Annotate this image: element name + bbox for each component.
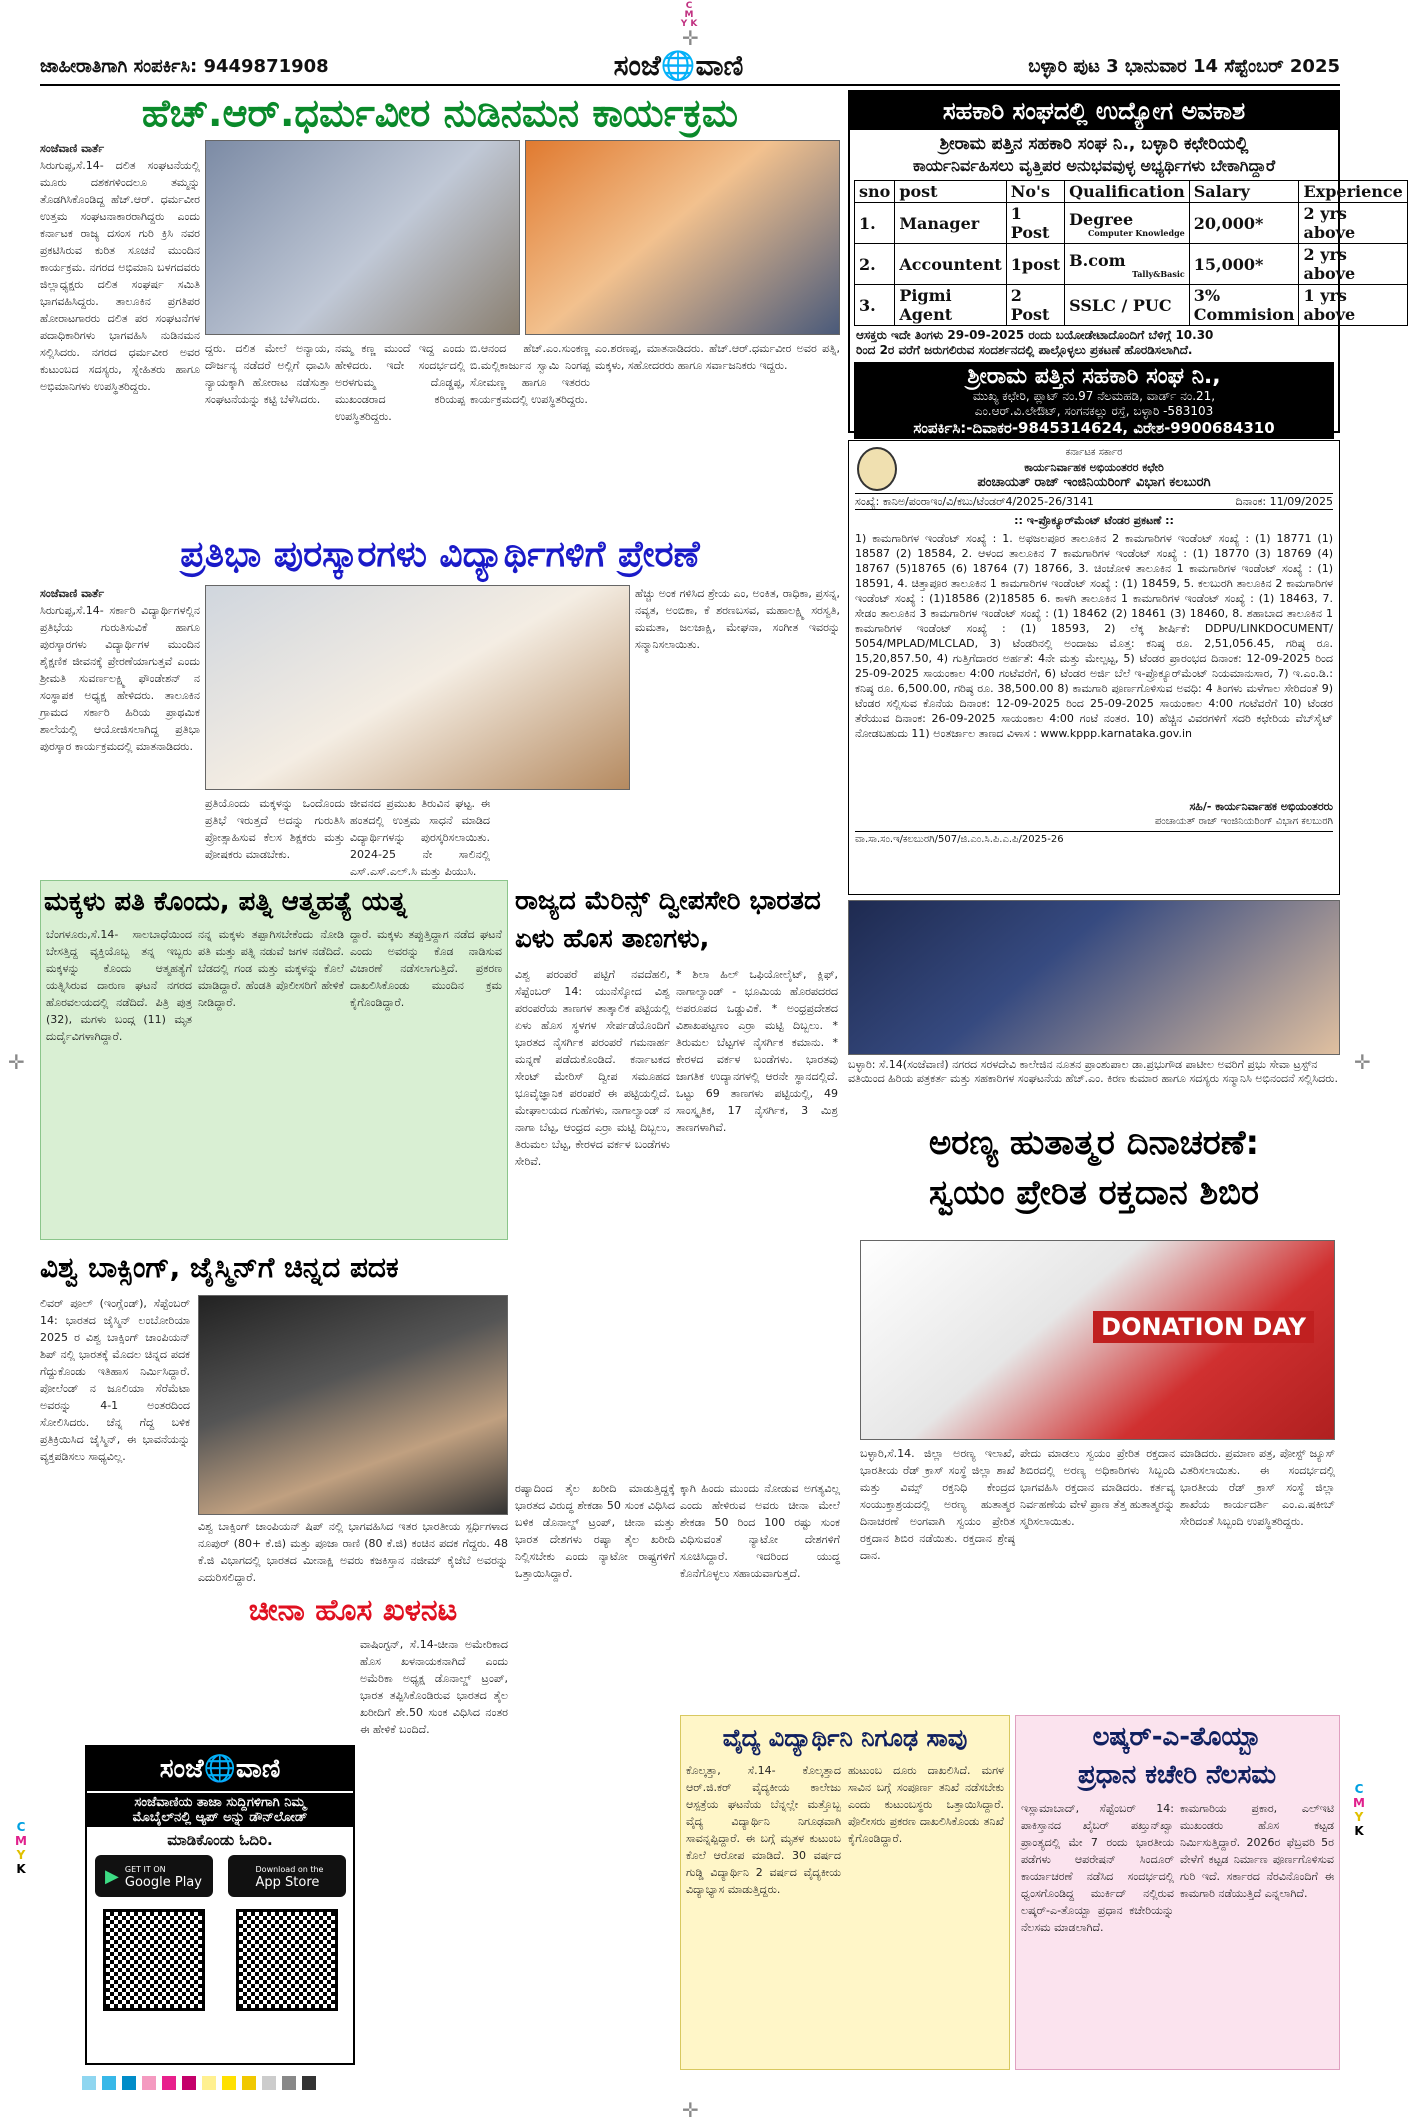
jobs-qual-note: Tally&Basic bbox=[1132, 268, 1185, 279]
tender-dip: ವಾ.ಸಾ.ಸಂ.ಇ/ಕಲಬುರಗಿ/507/ಜಿ.ಎಂ.ಸಿ.ಪಿ.ಎ.ಪಿ/2025-26 bbox=[855, 831, 1333, 847]
article1-col3: ನಮ್ಮ ಕಣ್ಣ ಮುಂದೆ ಇದ್ದ ಎಂದು ಹೇಳಿದರು. ಇದೇ ಸಂದರ್ಭದಲ್ಲಿ ಅರಳಗುಮ್ಮ ದೊಡ್ಡಪ್ಪ, ಮುಖಂಡರಾದ ಕರಿಯಪ್ಪ ಉಪಸ್ಥಿತರಿದ್ದರು. bbox=[335, 342, 465, 423]
jobs-table-cell: Pigmi Agent bbox=[895, 285, 1006, 326]
article1-col5: ಎಂ.ಶರಣಪ್ಪ, ಮಾತನಾಡಿದರು. ಹೆಚ್.ಆರ್.ಧರ್ಮವೀರ ಅವರ ಪತ್ನಿ, ಮಕ್ಕಳು, ಸಹೋದರರು ಹಾಗೂ ಸರ್ವಾಜನಿಕರು ಇದ್ದರು. bbox=[595, 342, 840, 372]
jobs-table-cell: 2 yrs above bbox=[1299, 244, 1407, 285]
jobs-table-header: No's bbox=[1006, 181, 1064, 203]
article5-caption: ಬಳ್ಳಾರಿ: ಸೆ.14(ಸಂಜೆವಾಣಿ) ನಗರದ ಸರಳದೇವಿ ಕಾಲೇಜಿನ ನೂತನ ಪ್ರಾಂಶುಪಾಲ ಡಾ.ಪ್ರಭುಗೌಡ ಪಾಟೀಲ ಅವರಿಗೆ ಪ್ರಭು ಸೇವಾ ಟ್ರಸ್ಟ್‌ನ ವತಿಯಿಂದ ಹಿರಿಯ ಪತ್ರಕರ್ತ ಮತ್ತು ಸಹಕಾರಿಗಳ ಸಂಘಟನೆಯ ಹೆಚ್.ಎಂ. ಕಿರಣ ಕುಮಾರ ಹಾಗೂ ಸದಸ್ಯರು ಸನ್ಮಾನಿಸಿ ಅಭಿನಂದನೆ ಸಲ್ಲಿಸಿದರು. bbox=[848, 1058, 1339, 1085]
calibration-swatch bbox=[182, 2076, 196, 2090]
article8-col1: ವಾಷಿಂಗ್ಟನ್, ಸೆ.14-ಚೀನಾ ಅಮೇರಿಕಾದ ಹೊಸ ಖಳನಾಯಕನಾಗಿದೆ ಎಂದು ಅಮೆರಿಕಾ ಅಧ್ಯಕ್ಷ ಡೊನಾಲ್ಡ್ ಟ್ರಂಪ್, ಭಾರತ ತಪ್ಪಿಸಿಕೊಂಡಿರುವ ಭಾರತದ ತೈಲ ಖರೀದಿಗೆ ಶೇ.50 ಸುಂಕ ವಿಧಿಸಿದ ನಂತರ ಈ ಹೇಳಿಕೆ ಬಂದಿದೆ. bbox=[360, 1638, 508, 1736]
article1-col2: ದ್ದರು. ದಲಿತ ಮೇಲೆ ಅನ್ಯಾಯ, ದೌರ್ಜನ್ಯ ನಡೆದರೆ ಅಲ್ಲಿಗೆ ಧಾವಿಸಿ ನ್ಯಾಯಕ್ಕಾಗಿ ಹೋರಾಟ ನಡೆಸುತ್ತಾ ಸಂಘಟನೆಯನ್ನು ಕಟ್ಟಿ ಬೆಳೆಸಿದರು. bbox=[205, 342, 330, 406]
article2-photo-students bbox=[205, 585, 630, 790]
page-header bbox=[40, 48, 1340, 86]
article7-headline: ವಿಶ್ವ ಬಾಕ್ಸಿಂಗ್, ಜೈಸ್ಮಿನ್‌ಗೆ ಚಿನ್ನದ ಪದಕ bbox=[40, 1251, 399, 1284]
calibration-swatch bbox=[242, 2076, 256, 2090]
donation-day-banner: DONATION DAY bbox=[1093, 1311, 1314, 1343]
jobs-table-row bbox=[855, 244, 1408, 285]
article8-col3: ಕ್ಕಾಗಿ ಹಿಂದು ಮುಂದು ನೋಡುವ ಅಗತ್ಯವಿಲ್ಲ ಎಂದು ಹೇಳಿರುವ ಅವರು ಚೀನಾ ಮೇಲೆ ಶೇಕಡಾ 50 ರಿಂದ 100 ರಷ್ಟು ಸುಂಕ ವಿಧಿಸುವಂತೆ ನ್ಯಾಟೋ ದೇಶಗಳಿಗೆ ಸೂಚಿಸಿದ್ದಾರೆ. ಇದರಿಂದ ಯುದ್ಧ ಕೊನೆಗೊಳ್ಳಲು ಸಹಾಯವಾಗುತ್ತದೆ. bbox=[680, 1482, 840, 1580]
jobs-ad-title: ಸಹಕಾರಿ ಸಂಘದಲ್ಲಿ ಉದ್ಯೋಗ ಅವಕಾಶ bbox=[850, 92, 1338, 130]
article3-headline: ಮಕ್ಕಳು ಪತಿ ಕೊಂದು, ಪತ್ನಿ ಆತ್ಮಹತ್ಯೆ ಯತ್ನ bbox=[44, 887, 407, 917]
article6-col3: ಮಾಡಿದರು. ಪ್ರಮಾಣ ಪತ್ರ, ಪೋಸ್ಟ್ ಜ್ಯೂಸ್ ವಿತರಿಸಲಾಯಿತು. ಈ ಸಂದರ್ಭದಲ್ಲಿ ಭಾರತೀಯ ರೆಡ್ ಕ್ರಾಸ್ ಸಂಸ್ಥೆ ಜಿಲ್ಲಾ ಶಾಖೆಯ ಕಾರ್ಯದರ್ಶಿ ಎಂ.ಎ.ಷಕೀಬ್ ಸೇರಿದಂತೆ ಸಿಬ್ಬಂದಿ ಉಪಸ್ಥಿತರಿದ್ದರು. bbox=[1180, 1447, 1335, 1528]
tender-date: ದಿನಾಂಕ: 11/09/2025 bbox=[1235, 495, 1333, 508]
jobs-table-cell: B.com Tally&Basic bbox=[1065, 244, 1190, 285]
article6-photo-blood-donation bbox=[860, 1240, 1335, 1440]
jobs-qual-note: Computer Knowledge bbox=[1087, 227, 1185, 238]
article10-headline2: ಪ್ರಧಾನ ಕಚೇರಿ ನೆಲಸಮ bbox=[1077, 1760, 1277, 1790]
jobs-ad-footer1: ಆಸಕ್ತರು ಇದೇ ತಿಂಗಳು 29-09-2025 ರಂದು ಬಯೋಡೇಟಾದೊಂದಿಗೆ ಬೆಳಿಗ್ಗೆ 10.30 bbox=[856, 328, 1214, 342]
article7-photo-boxing bbox=[198, 1295, 508, 1515]
article3-col1: ಬೆಂಗಳೂರು,ಸೆ.14- ಸಾಲಬಾಧೆಯಿಂದ ಬೇಸತ್ತಿದ್ದ ವ್ಯಕ್ತಿಯೊಬ್ಬ ತನ್ನ ಇಬ್ಬರು ಮಕ್ಕಳನ್ನು ಕೊಂದು ಆತ್ಮಹತ್ಯೆಗೆ ಯತ್ನಿಸಿರುವ ದಾರುಣ ಘಟನೆ ನಗರದ ಹೊರವಲಯದಲ್ಲಿ ನಡೆದಿದೆ. ಪಿತ್ರಿ ಪುತ್ರ (32), ಮಗಳು ಬಂದ್ಗ (11) ಮೃತ ದುರ್ದೈವಿಗಳಾಗಿದ್ದಾರೆ. bbox=[46, 928, 192, 1043]
color-calibration-bar bbox=[82, 2076, 642, 2090]
left-cmyk-strip: C M Y K bbox=[15, 1820, 27, 1876]
calibration-swatch bbox=[162, 2076, 176, 2090]
ads-contact: ಜಾಹೀರಾತಿಗಾಗಿ ಸಂಪರ್ಕಿಸಿ: 9449871908 bbox=[40, 55, 329, 77]
jobs-table-cell: 2 yrs above bbox=[1299, 203, 1407, 244]
app-download-ad bbox=[85, 1745, 355, 2065]
article4-col2: * ಶಿಲಾ ಹಿಲ್ ಒಫಿಯೋಲೈಟ್, ಕ್ಲಿಫ್, ನಾಗಾಲ್ಯಾಂಡ್ - ಭೂಮಿಯ ಹೊರಪದರದ ಅಪರೂಪದ ಒಡ್ಡುವಿಕೆ. * ಅಂಧ್ರಪ್ರದೇಶದ ವಿಶಾಖಪಟ್ಟಣಂ ಎರ್ರಾ ಮಟ್ಟಿ ದಿಬ್ಬಲು. * ತಿರುಮಲ ಬೆಟ್ಟಗಳ ನೈಸರ್ಗಿಕ ಕಮಾನು. * ಕೇರಳದ ವರ್ಕಳ ಬಂಡೆಗಳು. ಭಾರತವು ಜಾಗತಿಕ ಉದ್ಯಾನಗಳಲ್ಲಿ ಆರನೇ ಸ್ಥಾನದಲ್ಲಿದೆ. ಒಟ್ಟು 69 ತಾಣಗಳು ಪಟ್ಟಿಯಲ್ಲಿ, 49 ಸಾಂಸ್ಕೃತಿಕ, 17 ನೈಸರ್ಗಿಕ, 3 ಮಿಶ್ರ ತಾಣಗಳಾಗಿವೆ. bbox=[676, 968, 838, 1134]
app-ad-line1: ಸಂಜೆವಾಣಿಯ ತಾಜಾ ಸುದ್ದಿಗಳಿಗಾಗಿ ನಿಮ್ಮ bbox=[134, 1795, 306, 1810]
jobs-table-cell: 2 Post bbox=[1006, 285, 1064, 326]
article9-col1: ಕೊಲ್ಕತ್ತಾ, ಸೆ.14- ಕೊಲ್ಕತ್ತಾದ ಆರ್.ಜಿ.ಕರ್ ವೈದ್ಯಕೀಯ ಕಾಲೇಜು ಆಸ್ಪತ್ರೆಯ ಘಟನೆಯ ಬೆನ್ನಲ್ಲೇ ಮತ್ತೊಬ್ಬ ವೈದ್ಯ ವಿದ್ಯಾರ್ಥಿನಿ ನಿಗೂಢವಾಗಿ ಸಾವನ್ನಪ್ಪಿದ್ದಾರೆ. ಈ ಬಗ್ಗೆ ಮೃತಳ ಕುಟುಂಬ ಕೊಲೆ ಆರೋಪ ಮಾಡಿದೆ. 30 ವರ್ಷದ ಗುಡ್ಡಿ ವಿದ್ಯಾರ್ಥಿನಿ 2 ವರ್ಷದ ವೈದ್ಯಕೀಯ ವಿದ್ಯಾಭ್ಯಾಸ ಮಾಡುತ್ತಿದ್ದರು. bbox=[686, 1764, 841, 1896]
jobs-table-cell: 20,000* bbox=[1189, 203, 1299, 244]
right-cmyk-strip: C M Y K bbox=[1353, 1782, 1365, 1838]
article8-col2: ರಷ್ಯಾದಿಂದ ತೈಲ ಖರೀದಿ ಮಾಡುತ್ತಿದ್ದಕ್ಕೆ ಭಾರತದ ವಿರುದ್ಧ ಶೇಕಡಾ 50 ಸುಂಕ ವಿಧಿಸಿದ ಬಳಿಕ ಡೊನಾಲ್ಡ್ ಟ್ರಂಪ್, ಚೀನಾ ಮತ್ತು ಭಾರತ ದೇಶಗಳು ರಷ್ಯಾ ತೈಲ ಖರೀದಿ ನಿಲ್ಲಿಸಬೇಕು ಎಂದು ನ್ಯಾಟೋ ರಾಷ್ಟ್ರಗಳಿಗೆ ಒತ್ತಾಯಿಸಿದ್ದಾರೆ. bbox=[515, 1482, 675, 1580]
calibration-swatch bbox=[102, 2076, 116, 2090]
calibration-swatch bbox=[262, 2076, 276, 2090]
tender-body: 1) ಕಾಮಗಾರಿಗಳ ಇಂಡೆಂಟ್ ಸಂಖ್ಯೆ : 1. ಅಫಜಲಪೂರ ತಾಲೂಕಿನ 2 ಕಾಮಗಾರಿಗಳ ಇಂಡೆಂಟ್ ಸಂಖ್ಯೆ : (1) 18771 (1) 18587 (2) 18584, 2. ಆಳಂದ ತಾಲೂಕಿನ 7 ಕಾಮಗಾರಿಗಳ ಇಂಡೆಂಟ್ ಸಂಖ್ಯೆ : (1) 18770 (3) 18769 (4) 18767 (5)18765 (6) 18764 (7) 18766, 3. ಚಿಂಚೋಳಿ ತಾಲೂಕಿನ 1 ಕಾಮಗಾರಿಗಳ ಇಂಡೆಂಟ್ ಸಂಖ್ಯೆ : (1) 18591, 4. ಚಿತ್ತಾಪೂರ ತಾಲೂಕಿನ 1 ಕಾಮಗಾರಿಗಳ ಇಂಡೆಂಟ್ ಸಂಖ್ಯೆ : (1) 18459, 5. ಕಲಬುರಗಿ ತಾಲೂಕಿನ 2 ಕಾಮಗಾರಿಗಳ ಇಂಡೆಂಟ್ ಸಂಖ್ಯೆ : (1)18586 (2)18585 6. ಕಾಳಗಿ ತಾಲೂಕಿನ 1 ಕಾಮಗಾರಿಗಳ ಇಂಡೆಂಟ್ ಸಂಖ್ಯೆ : (1) 18463, 7. ಸೇಡಂ ತಾಲೂಕಿನ 3 ಕಾಮಗಾರಿಗಳ ಇಂಡೆಂಟ್ ಸಂಖ್ಯೆ : (1) 18462 (2) 18461 (3) 18460, 8. ಶಹಾಬಾದ ತಾಲೂಕಿನ 1 ಕಾಮಗಾರಿಗಳ ಇಂಡೆಂಟ್ ಸಂಖ್ಯೆ : (1) 18593, 2) ಲೆಕ್ಕ ಶೀರ್ಷಿಕೆ: DDPU/LINKDOCUMENT/ 5054/MPLAD/MLCLAD, 3) ಟೆಂಡರಿನಲ್ಲಿ ಅಂದಾಜು ಮೊತ್ತ: ಕನಿಷ್ಠ ರೂ. 2,51,056.45, ಗರಿಷ್ಠ ರೂ. 15,20,857.50, 4) ಗುತ್ತಿಗೆದಾರರ ಅರ್ಹತೆ: 4ನೇ ಮತ್ತು ಮೇಲ್ಪಟ್ಟ, 5) ಟೆಂಡರ ಪ್ರಾರಂಭದ ದಿನಾಂಕ: 12-09-2025 ರಿಂದ 25-09-2025 ಸಾಯಂಕಾಲ 4:00 ಗಂಟೆವರೆಗೆ, 6) ಟೆಂಡರ ಅರ್ಜಿ ಬೆಲೆ ಇ-ಪ್ರೊಕ್ಯೂರ್‌ಮೆಂಟ್ ನಿಯಮಾನುಸಾರ, 7) ಇ.ಎಂ.ಡಿ.: ಕನಿಷ್ಠ ರೂ. 6,500.00, ಗರಿಷ್ಠ ರೂ. 38,500.00 8) ಕಾಮಗಾರಿ ಪೂರ್ಣಗೊಳಿಸುವ ಅವಧಿ: 4 ತಿಂಗಳು ಮಳೆಗಾಲ ಸೇರಿದಂತೆ 9) ಟೆಂಡರ ಸಲ್ಲಿಸುವ ಕೊನೆಯ ದಿನಾಂಕ: 12-09-2025 ರಿಂದ 25-09-2025 ಸಾಯಂಕಾಲ 4:00 ಗಂಟೆವರೆಗೆ 10) ಟೆಂಡರ ತೆರೆಯುವ ದಿನಾಂಕ: 26-09-2025 ಸಾಯಂಕಾಲ 4:00 ಗಂಟೆ ನಂತರ. 10) ಹೆಚ್ಚಿನ ವಿವರಗಳಿಗೆ ಸದರಿ ಕಛೇರಿಯ ವೆಬ್‌ಸೈಟ್ ನೋಡಬಹುದು 11) ಅಂತರ್ಜಾಲ ತಾಣದ ವಿಳಾಸ : www.kppp.karnataka.gov.in bbox=[855, 532, 1333, 740]
article2-col1: ಸಂಜೆವಾಣಿ ವಾರ್ತೆ ಸಿರುಗುಪ್ಪ,ಸೆ.14- ಸರ್ಕಾರಿ ವಿದ್ಯಾರ್ಥಿಗಳಲ್ಲಿನ ಪ್ರತಿಭೆಯ ಗುರುತಿಸುವಿಕೆ ಹಾಗೂ ಪುರಸ್ಕಾರಗಳು ವಿದ್ಯಾರ್ಥಿಗಳ ಮುಂದಿನ ಶೈಕ್ಷಣಿಕ ಜೀವನಕ್ಕೆ ಪ್ರೇರಣೆಯಾಗುತ್ತವೆ ಎಂದು ಶ್ರೀಮತಿ ಸುವರ್ಣಲಕ್ಷ್ಮಿ ಫೌಂಡೇಶನ್ ನ ಸಂಸ್ಥಾಪಕ ಅಧ್ಯಕ್ಷ ಹೇಳಿದರು. ತಾಲೂಕಿನ ಗ್ರಾಮದ ಸರ್ಕಾರಿ ಹಿರಿಯ ಪ್ರಾಥಮಿಕ ಶಾಲೆಯಲ್ಲಿ ಆಯೋಜಿಸಲಾಗಿದ್ದ ಪ್ರತಿಭಾ ಪುರಸ್ಕಾರ ಕಾರ್ಯಕ್ರಮದಲ್ಲಿ ಮಾತನಾಡಿದರು. bbox=[40, 587, 200, 753]
article1-col4: ಬಿ.ಆನಂದ ಹೆಚ್.ಎಂ.ಸುಂಕಣ್ಣ ಬಿ.ಮಲ್ಲಿಕಾರ್ಜುನ ಸ್ವಾಮಿ ನಿಂಗಪ್ಪ ಸೋಮಣ್ಣ ಹಾಗೂ ಇತರರು ಕಾರ್ಯಕ್ರಮದಲ್ಲಿ ಉಪಸ್ಥಿತರಿದ್ದರು. bbox=[470, 342, 590, 406]
jobs-ad-line1: ಶ್ರೀರಾಮ ಪತ್ತಿನ ಸಹಕಾರಿ ಸಂಘ ನಿ., ಬಳ್ಳಾರಿ ಕಛೇರಿಯಲ್ಲಿ bbox=[939, 134, 1249, 154]
jobs-ad-org: ಶ್ರೀರಾಮ ಪತ್ತಿನ ಸಹಕಾರಿ ಸಂಘ ನಿ., bbox=[967, 364, 1221, 389]
registration-crosshair-left: ✛ bbox=[8, 1050, 25, 1074]
article3-col2: ನನ್ನ ಮಕ್ಕಳು ತಪ್ಪಾಗಿಸಬೇಕೆಂದು ನೋಡಿ ಪತಿ ಮತ್ತು ಪತ್ನಿ ನಡುವೆ ಜಗಳ ನಡೆದಿದೆ. ಬೆಡದಲ್ಲಿ ಗಂಡ ಮತ್ತು ಮಕ್ಕಳನ್ನು ಕೊಲೆ ಮಾಡಿದ್ದಾರೆ. ಹೆಂಡತಿ ಪೊಲೀಸರಿಗೆ ಹೇಳಿಕೆ ನೀಡಿದ್ದಾರೆ. bbox=[198, 928, 344, 1009]
jobs-table-cell: 3% Commision bbox=[1189, 285, 1299, 326]
jobs-table-header: Salary bbox=[1189, 181, 1299, 203]
article1-photo-hall bbox=[205, 140, 520, 335]
dateline: ಬಳ್ಳಾರಿ ಪುಟ 3 ಭಾನುವಾರ 14 ಸೆಪ್ಟೆಂಬರ್ 2025 bbox=[1028, 55, 1340, 77]
registration-crosshair-top: ✛ bbox=[682, 26, 699, 50]
jobs-table bbox=[854, 180, 1408, 326]
jobs-table-header: Experience bbox=[1299, 181, 1407, 203]
jobs-ad-contact: ಸಂಪರ್ಕಿಸಿ:-ದಿವಾಕರ-9845314624, ವಿರೇಶ-9900684310 bbox=[913, 419, 1275, 437]
article6-headline2: ಸ್ವಯಂ ಪ್ರೇರಿತ ರಕ್ತದಾನ ಶಿಬಿರ bbox=[928, 1173, 1260, 1213]
jobs-table-header: post bbox=[895, 181, 1006, 203]
jobs-ad-line2: ಕಾರ್ಯನಿರ್ವಹಿಸಲು ವೃತ್ತಿಪರ ಅನುಭವವುಳ್ಳ ಅಭ್ಯರ್ಥಿಗಳು ಬೇಕಾಗಿದ್ದಾರೆ bbox=[912, 156, 1276, 175]
article4-col1: ವಿಶ್ವ ಪರಂಪರೆ ಪಟ್ಟಿಗೆ ನವದೆಹಲಿ, ಸೆಪ್ಟೆಂಬರ್ 14: ಯುನೆಸ್ಕೋದ ವಿಶ್ವ ಪರಂಪರೆಯ ತಾಣಗಳ ತಾತ್ಕಾಲಿಕ ಪಟ್ಟಿಯಲ್ಲಿ ಏಳು ಹೊಸ ಸ್ಥಳಗಳ ಸೇರ್ಪಡೆಯೊಂದಿಗೆ ಭಾರತದ ನೈಸರ್ಗಿಕ ಪರಂಪರೆ ಗಮನಾರ್ಹ ಮನ್ನಣೆ ಪಡೆದುಕೊಂಡಿದೆ. ಕರ್ನಾಟಕದ ಸೇಂಟ್ ಮೇರಿಸ್ ದ್ವೀಪ ಸಮೂಹದ ಭೂವೈಜ್ಞಾನಿಕ ಪರಂಪರೆ ಈ ಪಟ್ಟಿಯಲ್ಲಿದೆ. ಮೇಘಾಲಯದ ಗುಹೆಗಳು, ನಾಗಾಲ್ಯಾಂಡ್ ನ ನಾಗಾ ಬೆಟ್ಟ, ಆಂಧ್ರದ ಎರ್ರಾ ಮಟ್ಟಿ ದಿಬ್ಬಲು, ತಿರುಮಲ ಬೆಟ್ಟ, ಕೇರಳದ ವರ್ಕಳ ಬಂಡೆಗಳು ಸೇರಿವೆ. bbox=[515, 968, 670, 1168]
app-ad-logo: ಸಂಜೆ🌐ವಾಣಿ bbox=[87, 1747, 353, 1791]
article1-headline: ಹೆಚ್.ಆರ್.ಧರ್ಮವೀರ ನುಡಿನಮನ ಕಾರ್ಯಕ್ರಮ bbox=[141, 91, 739, 135]
article2-lead: ಸಂಜೆವಾಣಿ ವಾರ್ತೆ bbox=[40, 587, 105, 600]
article3-col3: ದ್ದಾರೆ. ಮಕ್ಕಳು ತಪ್ಪುತ್ತಿದ್ದಾಗ ನಡೆದ ಘಟನೆ ಎಂದು ಅವರನ್ನು ಕೊಡ ನಾಡಿಸುವ ವಿಚಾರಣೆ ನಡೆಸಲಾಗುತ್ತಿದೆ. ಪ್ರಕರಣ ದಾಖಲಿಸಿಕೊಂಡು ಮುಂದಿನ ಕ್ರಮ ಕೈಗೊಂಡಿದ್ದಾರೆ. bbox=[350, 928, 502, 1009]
google-play-button[interactable]: ▶ GET IT ON Google Play bbox=[95, 1855, 213, 1897]
jobs-table-cell: 2. bbox=[855, 244, 895, 285]
tender-gov: ಕರ್ನಾಟಕ ಸರ್ಕಾರ bbox=[1065, 447, 1123, 458]
masthead-logo: ಸಂಜೆ🌐ವಾಣಿ bbox=[613, 49, 744, 82]
article10-headline1: ಲಷ್ಕರ್-ಎ-ತೊಯ್ಬಾ bbox=[1092, 1722, 1262, 1752]
app-ad-line3: ಮಾಡಿಕೊಂಡು ಓದಿರಿ. bbox=[167, 1831, 273, 1849]
article7-col2: ವಿಶ್ವ ಬಾಕ್ಸಿಂಗ್ ಚಾಂಪಿಯನ್ ಷಿಪ್ ನಲ್ಲಿ ಭಾಗವಹಿಸಿದ ಇತರ ಭಾರತೀಯ ಸ್ಪರ್ಧಿಗಳಾದ ನೂಪುರ್ (80+ ಕೆ.ಜಿ) ಮತ್ತು ಪೂಜಾ ರಾಣಿ (80 ಕೆ.ಜಿ) ಕಂಚಿನ ಪದಕ ಗೆದ್ದರು. 48 ಕೆ.ಜಿ ವಿಭಾಗದಲ್ಲಿ ಭಾರತದ ಮೀನಾಕ್ಷಿ ಅವರು ಕಜಕಿಸ್ತಾನ ನಜೀಮ್ ಕೈಜೆಬೆ ಅವರನ್ನು ಎದುರಿಸಲಿದ್ದಾರೆ. bbox=[198, 1520, 508, 1584]
jobs-ad-address2: ಎಂ.ಆರ್.ವಿ.ಲೇಔಟ್, ಸಂಗನಕಲ್ಲು ರಸ್ತೆ, ಬಳ್ಳಾರಿ -583103 bbox=[974, 404, 1214, 418]
calibration-swatch bbox=[142, 2076, 156, 2090]
article2-headline: ಪ್ರತಿಭಾ ಪುರಸ್ಕಾರಗಳು ವಿದ್ಯಾರ್ಥಿಗಳಿಗೆ ಪ್ರೇರಣೆ bbox=[180, 534, 700, 575]
article6-col2: ಪೇದು ಮಾಡಲು ಸ್ವಯಂ ಪ್ರೇರಿತ ರಕ್ತದಾನ ಶಿಬಿರದಲ್ಲಿ ಅರಣ್ಯ ಅಧಿಕಾರಿಗಳು ಸಿಬ್ಬಂದಿ ಭಾಗವಹಿಸಿ ರಕ್ತದಾನ ಮಾಡಿದರು. ಕರ್ತವ್ಯ ನಿರ್ವಹಣೆಯ ವೇಳೆ ಪ್ರಾಣ ತೆತ್ತ ಹುತಾತ್ಮರನ್ನು ಸ್ಮರಿಸಲಾಯಿತು. bbox=[1020, 1447, 1175, 1528]
jobs-ad-footer2: ರಿಂದ 2ರ ವರೆಗೆ ಜರುಗಲಿರುವ ಸಂದರ್ಶನದಲ್ಲಿ ಪಾಲ್ಗೊಳ್ಳಲು ಪ್ರಕಟಣೆ ಹೊರಡಿಸಲಾಗಿದೆ. bbox=[856, 343, 1193, 357]
jobs-table-cell: 1 yrs above bbox=[1299, 285, 1407, 326]
tender-notice-title: :: ಇ-ಪ್ರೊಕ್ಯೂರ್‌ಮೆಂಟ್ ಟೆಂಡರ ಪ್ರಕಟಣೆ :: bbox=[1014, 514, 1174, 527]
jobs-table-cell: 1post bbox=[1006, 244, 1064, 285]
tender-dept: ಪಂಚಾಯತ್ ರಾಜ್ ಇಂಜಿನಿಯರಿಂಗ್ ವಿಭಾಗ ಕಲಬುರಗಿ bbox=[977, 475, 1211, 490]
google-play-icon: ▶ bbox=[105, 1865, 119, 1887]
app-store-button[interactable]: Download on the App Store bbox=[228, 1855, 346, 1897]
tender-notice bbox=[848, 440, 1340, 895]
jobs-table-cell: Accountent bbox=[895, 244, 1006, 285]
top-cmyk-mark: C M Y K bbox=[680, 1, 698, 29]
article8-headline: ಚೀನಾ ಹೊಸ ಖಳನಟ bbox=[248, 1593, 458, 1628]
jobs-table-header: sno bbox=[855, 181, 895, 203]
jobs-table-cell: Manager bbox=[895, 203, 1006, 244]
tender-office: ಕಾರ್ಯನಿರ್ವಾಹಕ ಅಭಿಯಂತರರ ಕಛೇರಿ bbox=[1024, 461, 1164, 474]
jobs-table-cell: 15,000* bbox=[1189, 244, 1299, 285]
article2-col2: ಪ್ರತಿಯೊಂದು ಮಕ್ಕಳನ್ನು ಒಂದೊಂದು ಪ್ರತಿಭೆ ಇರುತ್ತದೆ ಅದನ್ನು ಗುರುತಿಸಿ ಪ್ರೋತ್ಸಾಹಿಸುವ ಕೆಲಸ ಶಿಕ್ಷಕರು ಮತ್ತು ಪೋಷಕರು ಮಾಡಬೇಕು. bbox=[205, 797, 345, 861]
calibration-swatch bbox=[122, 2076, 136, 2090]
article7-col1: ಲಿವರ್ ಪೂಲ್ (ಇಂಗ್ಲೆಂಡ್), ಸೆಪ್ಟೆಂಬರ್ 14: ಭಾರತದ ಜೈಸ್ಮಿನ್ ಲಂಬೋರಿಯಾ 2025 ರ ವಿಶ್ವ ಬಾಕ್ಸಿಂಗ್ ಚಾಂಪಿಯನ್ ಶಿಪ್ ನಲ್ಲಿ ಭಾರತಕ್ಕೆ ಮೊದಲ ಚಿನ್ನದ ಪದಕ ಗೆದ್ದುಕೊಂಡು ಇತಿಹಾಸ ನಿರ್ಮಿಸಿದ್ದಾರೆ. ಪೋಲೆಂಡ್ ನ ಜೂಲಿಯಾ ಸೆರೆಮೆಟಾ ಅವರನ್ನು 4-1 ಅಂತರದಿಂದ ಸೋಲಿಸಿದರು. ಚೆನ್ನ ಗೆದ್ದ ಬಳಿಕ ಪ್ರತಿಕ್ರಿಯಿಸಿದ ಜೈಸ್ಮಿನ್, ಈ ಭಾವನೆಯನ್ನು ವ್ಯಕ್ತಪಡಿಸಲು ಸಾಧ್ಯವಿಲ್ಲ. bbox=[40, 1297, 190, 1463]
article2-col4: ಹೆಚ್ಚು ಅಂಕ ಗಳಿಸಿದ ಶ್ರೇಯ ಎಂ, ಅಂಕಿತ, ರಾಧಿಕಾ, ಪ್ರಸನ್ನ, ನವ್ಯತ, ಅಂಬಿಕಾ, ಕೆ ಶರಣಬಸವ, ಮಹಾಲಕ್ಷ್ಮಿ ಸರಸ್ವತಿ, ಮಮತಾ, ಜಲಜಾಕ್ಷಿ, ಮೇಘನಾ, ಸಂಗೀತ ಇವರನ್ನು ಸನ್ಮಾನಿಸಲಾಯಿತು. bbox=[635, 587, 840, 651]
tender-sign: ಸಹಿ/- ಕಾರ್ಯನಿರ್ವಾಹಕ ಅಭಿಯಂತರರು bbox=[1189, 800, 1333, 813]
registration-crosshair-bottom: ✛ bbox=[682, 2098, 699, 2122]
article1-col1: ಸಂಜೆವಾಣಿ ವಾರ್ತೆ ಸಿರುಗುಪ್ಪ,ಸೆ.14- ದಲಿತ ಸಂಘಟನೆಯಲ್ಲಿ ಮೂರು ದಶಕಗಳಿಂದಲೂ ತಮ್ಮನ್ನು ತೊಡಗಿಸಿಕೊಂಡಿದ್ದ ಹೆಚ್.ಆರ್. ಧರ್ಮವೀರ ಉತ್ತಮ ಸಂಘಟನಾಕಾರರಾಗಿದ್ದರು ಎಂದು ಕರ್ನಾಟಕ ರಾಜ್ಯ ದಸಂಸ ಗುರಿ ಕ್ರಿಸಿ ನವರ ಪ್ರಕಟಿಸಿರುವ ಕುರಿತ ಸೂಚನೆ ಮುಂದಿನ ಕಾರ್ಯಕ್ರಮ. ನಗರದ ಅಭಿಮಾನಿ ಬಳಗದವರು ಜಿಲ್ಲಾಧ್ಯಕ್ಷರು ದಲಿತ ಸಂಘರ್ಷ ಸಮಿತಿ ಭಾಗವಹಿಸಿದ್ದರು. ತಾಲೂಕಿನ ಪ್ರಗತಿಪರ ಹೋರಾಟಗಾರರು ದಲಿತ ಪರ ಸಂಘಟನೆಗಳ ಪದಾಧಿಕಾರಿಗಳು ಭಾಗವಹಿಸಿ ನುಡಿನಮನ ಸಲ್ಲಿಸಿದರು. ನಗರದ ಧರ್ಮವೀರ ಅವರ ಕುಟುಂಬದ ಸದಸ್ಯರು, ಸ್ನೇಹಿತರು ಹಾಗೂ ಅಭಿಮಾನಿಗಳು ಉಪಸ್ಥಿತರಿದ್ದರು. bbox=[40, 142, 200, 393]
registration-crosshair-right: ✛ bbox=[1354, 1050, 1371, 1074]
tender-sign-dept: ಪಂಚಾಯತ್ ರಾಜ್ ಇಂಜಿನಿಯರಿಂಗ್ ವಿಭಾಗ ಕಲಬುರಗಿ bbox=[1154, 816, 1333, 827]
article10-col1: ಇಸ್ಲಾಮಾಬಾದ್, ಸೆಪ್ಟೆಂಬರ್ 14: ಪಾಕಿಸ್ತಾನದ ಖೈಬರ್ ಪಖ್ತುನ್‌ಖ್ವಾ ಪ್ರಾಂತ್ಯದಲ್ಲಿ ಮೇ 7 ರಂದು ಭಾರತೀಯ ಪಡೆಗಳು ಆಪರೇಷನ್ ಸಿಂದೂರ್ ಕಾರ್ಯಾಚರಣೆ ನಡೆಸಿದ ಸಂದರ್ಭದಲ್ಲಿ ಧ್ವಂಸಗೊಂಡಿದ್ದ ಮುರ್ಕಿದ್ ನಲ್ಲಿರುವ ಲಷ್ಕರ್-ಎ-ತೊಯ್ಬಾ ಪ್ರಧಾನ ಕಚೇರಿಯನ್ನು ನೆಲಸಮ ಮಾಡಲಾಗಿದೆ. bbox=[1021, 1802, 1174, 1934]
calibration-swatch bbox=[222, 2076, 236, 2090]
tender-emblem bbox=[857, 447, 897, 491]
jobs-ad-address1: ಮುಖ್ಯ ಕಛೇರಿ, ಪ್ಲಾಟ್ ನಂ.97 ನೆಲಮಹಡಿ, ವಾರ್ಡ್ ನಂ.21, bbox=[972, 389, 1216, 403]
jobs-table-cell: 1 Post bbox=[1006, 203, 1064, 244]
app-ad-line2: ಮೊಬೈಲ್‌ನಲ್ಲಿ ಆ್ಯಪ್ ಅನ್ನು ಡೌನ್‌ಲೋಡ್ bbox=[132, 1810, 308, 1825]
jobs-table-cell: Degree Computer Knowledge bbox=[1065, 203, 1190, 244]
jobs-table-row bbox=[855, 285, 1408, 326]
jobs-table-cell: SSLC / PUC bbox=[1065, 285, 1190, 326]
article6-col1: ಬಳ್ಳಾರಿ,ಸೆ.14. ಜಿಲ್ಲಾ ಅರಣ್ಯ ಇಲಾಖೆ, ಭಾರತೀಯ ರೆಡ್ ಕ್ರಾಸ್ ಸಂಸ್ಥೆ ಜಿಲ್ಲಾ ಶಾಖೆ ಮತ್ತು ವಿಮ್ಸ್ ರಕ್ತನಿಧಿ ಕೇಂದ್ರದ ಸಂಯುಕ್ತಾಶ್ರಯದಲ್ಲಿ ಅರಣ್ಯ ಹುತಾತ್ಮರ ದಿನಾಚರಣೆ ಅಂಗವಾಗಿ ಸ್ವಯಂ ಪ್ರೇರಿತ ರಕ್ತದಾನ ಶಿಬಿರ ನಡೆಯಿತು. ರಕ್ತದಾನ ಶ್ರೇಷ್ಠ ದಾನ. bbox=[860, 1447, 1015, 1562]
jobs-table-cell: 3. bbox=[855, 285, 895, 326]
article1-lead: ಸಂಜೆವಾಣಿ ವಾರ್ತೆ bbox=[40, 142, 105, 155]
jobs-table-cell: 1. bbox=[855, 203, 895, 244]
jobs-table-row bbox=[855, 203, 1408, 244]
calibration-swatch bbox=[282, 2076, 296, 2090]
article10-col2: ಕಾಮಗಾರಿಯ ಪ್ರಕಾರ, ಎಲ್ಇಟಿ ಮುಖಂಡರು ಹೊಸ ಕಟ್ಟಡ ನಿರ್ಮಿಸುತ್ತಿದ್ದಾರೆ. 2026ರ ಫೆಬ್ರವರಿ 5ರ ವೇಳೆಗೆ ಕಟ್ಟಡ ನಿರ್ಮಾಣ ಪೂರ್ಣಗೊಳಿಸುವ ಗುರಿ ಇದೆ. ಸರ್ಕಾರದ ನೆರವಿನೊಂದಿಗೆ ಈ ಕಾಮಗಾರಿ ನಡೆಯುತ್ತಿದೆ ಎನ್ನಲಾಗಿದೆ. bbox=[1180, 1802, 1334, 1900]
article1-photo-stage bbox=[525, 140, 840, 335]
calibration-swatch bbox=[202, 2076, 216, 2090]
article9-headline: ವೈದ್ಯ ವಿದ್ಯಾರ್ಥಿನಿ ನಿಗೂಢ ಸಾವು bbox=[722, 1724, 968, 1752]
article4-headline: ರಾಜ್ಯದ ಮೆರಿನ್ಸ್ ದ್ವೀಪಸೇರಿ ಭಾರತದ ಏಳು ಹೊಸ ತಾಣಗಳು, bbox=[515, 886, 821, 954]
tender-ref: ಸಂಖ್ಯೆ: ಕಾನಿಅ/ಪಂರಾಇಂ/ವಿ/ಕಬು/ಟೆಂಡರ್4/2025-26/3141 bbox=[855, 495, 1094, 508]
google-play-qr-code bbox=[103, 1909, 205, 2011]
article2-col3: ಜೀವನದ ಪ್ರಮುಖ ತಿರುವಿನ ಘಟ್ಟ. ಈ ಹಂತದಲ್ಲಿ ಉತ್ತಮ ಸಾಧನೆ ಮಾಡಿದ ವಿದ್ಯಾರ್ಥಿಗಳನ್ನು ಪುರಸ್ಕರಿಸಲಾಯಿತು. 2024-25 ನೇ ಸಾಲಿನಲ್ಲಿ ಎಸ್.ಎಸ್.ಎಲ್.ಸಿ ಮತ್ತು ಪಿಯುಸಿ. bbox=[350, 797, 490, 878]
calibration-swatch bbox=[302, 2076, 316, 2090]
jobs-table-header: Qualification bbox=[1065, 181, 1190, 203]
article6-headline1: ಅರಣ್ಯ ಹುತಾತ್ಮರ ದಿನಾಚರಣೆ: bbox=[928, 1123, 1260, 1163]
app-store-qr-code bbox=[236, 1909, 338, 2011]
calibration-swatch bbox=[82, 2076, 96, 2090]
article5-photo-felicitation bbox=[848, 900, 1340, 1055]
article9-col2: ಹುಟುಂಬ ದೂರು ದಾಖಲಿಸಿದೆ. ಮಗಳ ಸಾವಿನ ಬಗ್ಗೆ ಸಂಪೂರ್ಣ ತನಿಖೆ ನಡೆಸಬೇಕು ಎಂದು ಕುಟುಂಬಸ್ಥರು ಒತ್ತಾಯಿಸಿದ್ದಾರೆ. ಪೊಲೀಸರು ಪ್ರಕರಣ ದಾಖಲಿಸಿಕೊಂಡು ತನಿಖೆ ಕೈಗೊಂಡಿದ್ದಾರೆ. bbox=[848, 1764, 1004, 1845]
jobs-ad bbox=[848, 90, 1403, 437]
